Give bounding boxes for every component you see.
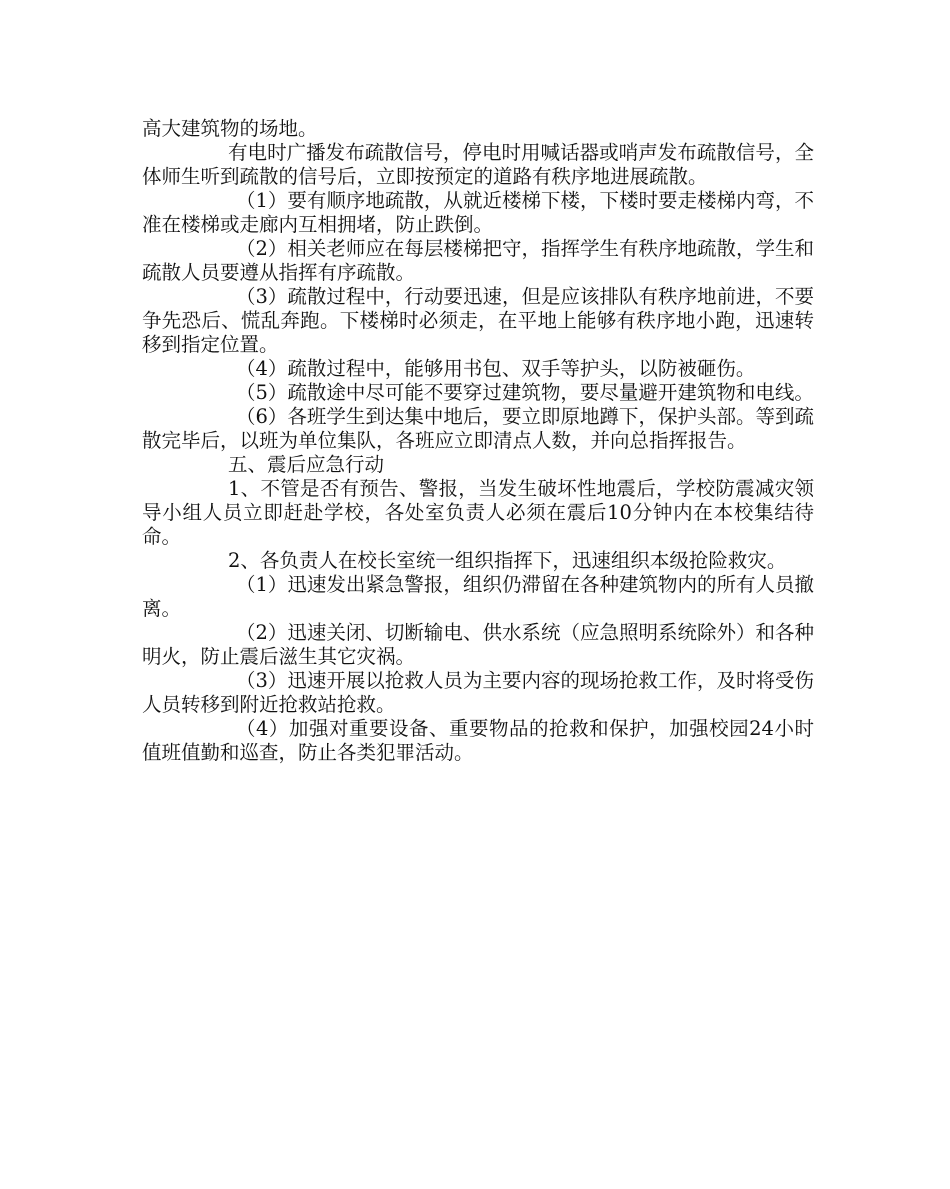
paragraph-rescue-item-4: （4）加强对重要设备、重要物品的抢救和保护，加强校园24小时值班值勤和巡查，防止各类犯罪活动。 (142, 717, 814, 764)
paragraph-post-quake-2: 2、各负责人在校长室统一组织指挥下，迅速组织本级抢险救灾。 (228, 549, 787, 572)
paragraph-item-3: （3）疏散过程中，行动要迅速，但是应该排队有秩序地前进，不要争先恐后、慌乱奔跑。下楼梯时必须走，在平地上能够有秩序地小跑，迅速转移到指定位置。 (142, 285, 814, 356)
document-body (142, 117, 814, 765)
paragraph-evacuation-signal: 有电时广播发布疏散信号，停电时用喊话器或哨声发布疏散信号，全体师生听到疏散的信号后，立即按预定的道路有秩序地进展疏散。 (142, 141, 814, 188)
paragraph-item-2: （2）相关老师应在每层楼梯把守，指挥学生有秩序地疏散，学生和疏散人员要遵从指挥有序疏散。 (142, 237, 814, 284)
paragraph-item-4: （4）疏散过程中，能够用书包、双手等护头，以防被砸伤。 (236, 357, 756, 380)
paragraph-rescue-item-1: （1）迅速发出紧急警报，组织仍滞留在各种建筑物内的所有人员撤离。 (142, 573, 814, 620)
section-heading-post-quake: 五、震后应急行动 (228, 453, 385, 476)
paragraph-continuation: 高大建筑物的场地。 (142, 117, 318, 140)
paragraph-item-5: （5）疏散途中尽可能不要穿过建筑物，要尽量避开建筑物和电线。 (236, 381, 814, 404)
paragraph-item-6: （6）各班学生到达集中地后，要立即原地蹲下，保护头部。等到疏散完毕后，以班为单位集队，各班应立即清点人数，并向总指挥报告。 (142, 405, 814, 452)
paragraph-rescue-item-2: （2）迅速关闭、切断输电、供水系统（应急照明系统除外）和各种明火，防止震后滋生其它灾祸。 (142, 621, 814, 668)
paragraph-rescue-item-3: （3）迅速开展以抢救人员为主要内容的现场抢救工作，及时将受伤人员转移到附近抢救站抢救。 (142, 669, 814, 716)
paragraph-post-quake-1: 1、不管是否有预告、警报，当发生破坏性地震后，学校防震减灾领导小组人员立即赶赴学校，各处室负责人必须在震后10分钟内在本校集结待命。 (142, 477, 814, 548)
paragraph-item-1: （1）要有顺序地疏散，从就近楼梯下楼，下楼时要走楼梯内弯，不准在楼梯或走廊内互相拥堵，防止跌倒。 (142, 189, 814, 236)
